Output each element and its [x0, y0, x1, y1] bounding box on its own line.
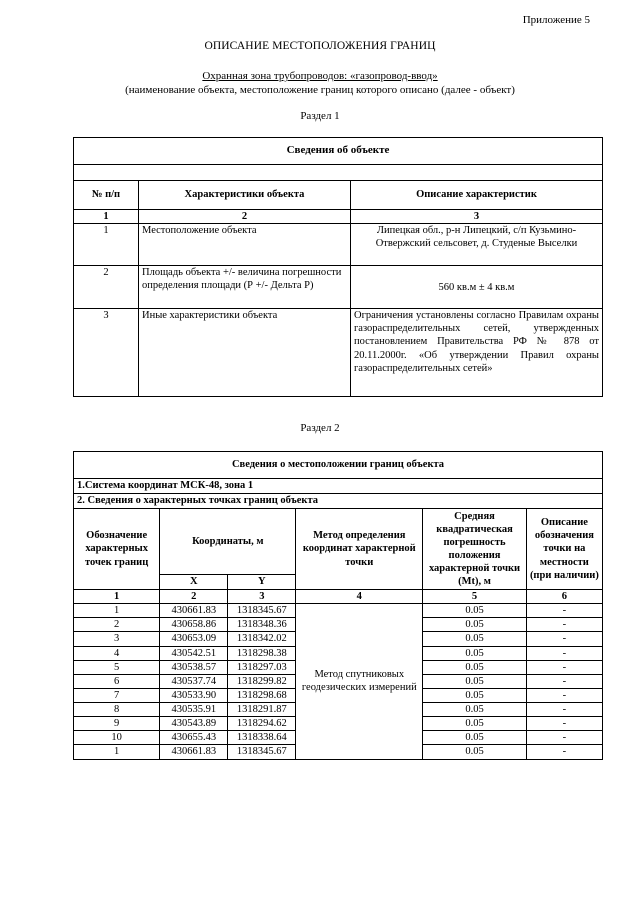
document-title: ОПИСАНИЕ МЕСТОПОЛОЖЕНИЯ ГРАНИЦ — [204, 40, 436, 52]
point-error: 0.05 — [423, 688, 527, 702]
index-cell: 1 — [74, 210, 139, 224]
header-coords: Координаты, м — [160, 509, 296, 575]
row-description: Липецкая обл., р-н Липецкий, с/п Кузьмино-Отвержский сельсовет, д. Студеные Выселки — [351, 224, 603, 266]
point-x: 430535.91 — [160, 703, 228, 717]
point-x: 430658.86 — [160, 618, 228, 632]
point-y: 1318298.68 — [228, 688, 296, 702]
coordinate-system: 1.Система координат МСК-48, зона 1 — [74, 479, 603, 494]
point-description: - — [526, 604, 602, 618]
point-description: - — [526, 745, 602, 759]
point-x: 430543.89 — [160, 717, 228, 731]
header-description: Описание характеристик — [351, 181, 603, 210]
row-description: 560 кв.м ± 4 кв.м — [351, 266, 603, 309]
row-number: 3 — [74, 309, 139, 397]
point-x: 430655.43 — [160, 731, 228, 745]
row-number: 1 — [74, 224, 139, 266]
point-y: 1318345.67 — [228, 745, 296, 759]
boundary-points-table — [73, 451, 603, 760]
table-row — [74, 309, 603, 397]
point-number: 1 — [74, 604, 160, 618]
table-row — [74, 266, 603, 309]
point-description: - — [526, 674, 602, 688]
point-description: - — [526, 703, 602, 717]
index-cell: 3 — [351, 210, 603, 224]
point-error: 0.05 — [423, 618, 527, 632]
table-row — [74, 604, 603, 618]
row-description: Ограничения установлены согласно Правилам охраны газораспределительных сетей, утвержденных постановлением Правительства РФ № 878 от 20.11.2000г. «Об утверждении Правил охраны газораспределительных сетей» — [351, 309, 603, 397]
point-y: 1318299.82 — [228, 674, 296, 688]
header-number: № п/п — [74, 181, 139, 210]
point-error: 0.05 — [423, 731, 527, 745]
point-error: 0.05 — [423, 745, 527, 759]
point-error: 0.05 — [423, 660, 527, 674]
point-y: 1318345.67 — [228, 604, 296, 618]
point-number: 4 — [74, 646, 160, 660]
object-name-text: Охранная зона трубопроводов: «газопровод-ввод» — [202, 70, 438, 82]
appendix-label: Приложение 5 — [522, 14, 590, 26]
point-description: - — [526, 717, 602, 731]
point-error: 0.05 — [423, 717, 527, 731]
point-x: 430537.74 — [160, 674, 228, 688]
header-point-description: Описание обозначения точки на местности (при наличии) — [526, 509, 602, 590]
point-x: 430538.57 — [160, 660, 228, 674]
point-description: - — [526, 632, 602, 646]
point-y: 1318298.38 — [228, 646, 296, 660]
point-x: 430542.51 — [160, 646, 228, 660]
point-y: 1318348.36 — [228, 618, 296, 632]
point-number: 5 — [74, 660, 160, 674]
point-x: 430653.09 — [160, 632, 228, 646]
point-number: 1 — [74, 745, 160, 759]
point-x: 430661.83 — [160, 745, 228, 759]
point-number: 7 — [74, 688, 160, 702]
header-characteristic: Характеристики объекта — [139, 181, 351, 210]
section2-title: Раздел 2 — [300, 422, 340, 434]
point-y: 1318342.02 — [228, 632, 296, 646]
header-point: Обозначение характерных точек границ — [74, 509, 160, 590]
index-cell: 5 — [423, 590, 527, 604]
point-description: - — [526, 618, 602, 632]
object-name — [0, 70, 640, 82]
row-characteristic: Площадь объекта +/- величина погрешности определения площади (Р +/- Дельта Р) — [139, 266, 351, 309]
point-y: 1318291.87 — [228, 703, 296, 717]
point-number: 3 — [74, 632, 160, 646]
point-description: - — [526, 731, 602, 745]
header-method: Метод определения координат характерной точки — [296, 509, 423, 590]
point-number: 10 — [74, 731, 160, 745]
point-number: 9 — [74, 717, 160, 731]
point-x: 430661.83 — [160, 604, 228, 618]
point-error: 0.05 — [423, 674, 527, 688]
point-error: 0.05 — [423, 632, 527, 646]
row-characteristic: Иные характеристики объекта — [139, 309, 351, 397]
object-info-table-title: Сведения об объекте — [74, 138, 603, 165]
table-row — [74, 224, 603, 266]
index-cell: 1 — [74, 590, 160, 604]
points-title: 2. Сведения о характерных точках границ объекта — [74, 494, 603, 509]
point-description: - — [526, 688, 602, 702]
point-number: 8 — [74, 703, 160, 717]
object-info-table — [73, 137, 603, 397]
header-y: Y — [228, 575, 296, 590]
object-caption: (наименование объекта, местоположение границ которого описано (далее - объект) — [125, 84, 515, 96]
point-y: 1318297.03 — [228, 660, 296, 674]
header-x: X — [160, 575, 228, 590]
index-cell: 6 — [526, 590, 602, 604]
empty-row — [74, 165, 603, 181]
index-cell: 4 — [296, 590, 423, 604]
index-cell: 2 — [139, 210, 351, 224]
row-characteristic: Местоположение объекта — [139, 224, 351, 266]
point-number: 2 — [74, 618, 160, 632]
point-number: 6 — [74, 674, 160, 688]
point-error: 0.05 — [423, 646, 527, 660]
boundary-table-title: Сведения о местоположении границ объекта — [74, 452, 603, 479]
section1-title: Раздел 1 — [300, 110, 340, 122]
point-error: 0.05 — [423, 604, 527, 618]
point-y: 1318338.64 — [228, 731, 296, 745]
index-cell: 3 — [228, 590, 296, 604]
index-cell: 2 — [160, 590, 228, 604]
point-method: Метод спутниковых геодезических измерений — [296, 604, 423, 759]
points-body — [74, 604, 603, 759]
header-error: Средняя квадратическая погрешность положения характерной точки (Mt), м — [423, 509, 527, 590]
row-number: 2 — [74, 266, 139, 309]
point-x: 430533.90 — [160, 688, 228, 702]
point-error: 0.05 — [423, 703, 527, 717]
point-description: - — [526, 646, 602, 660]
point-description: - — [526, 660, 602, 674]
point-y: 1318294.62 — [228, 717, 296, 731]
